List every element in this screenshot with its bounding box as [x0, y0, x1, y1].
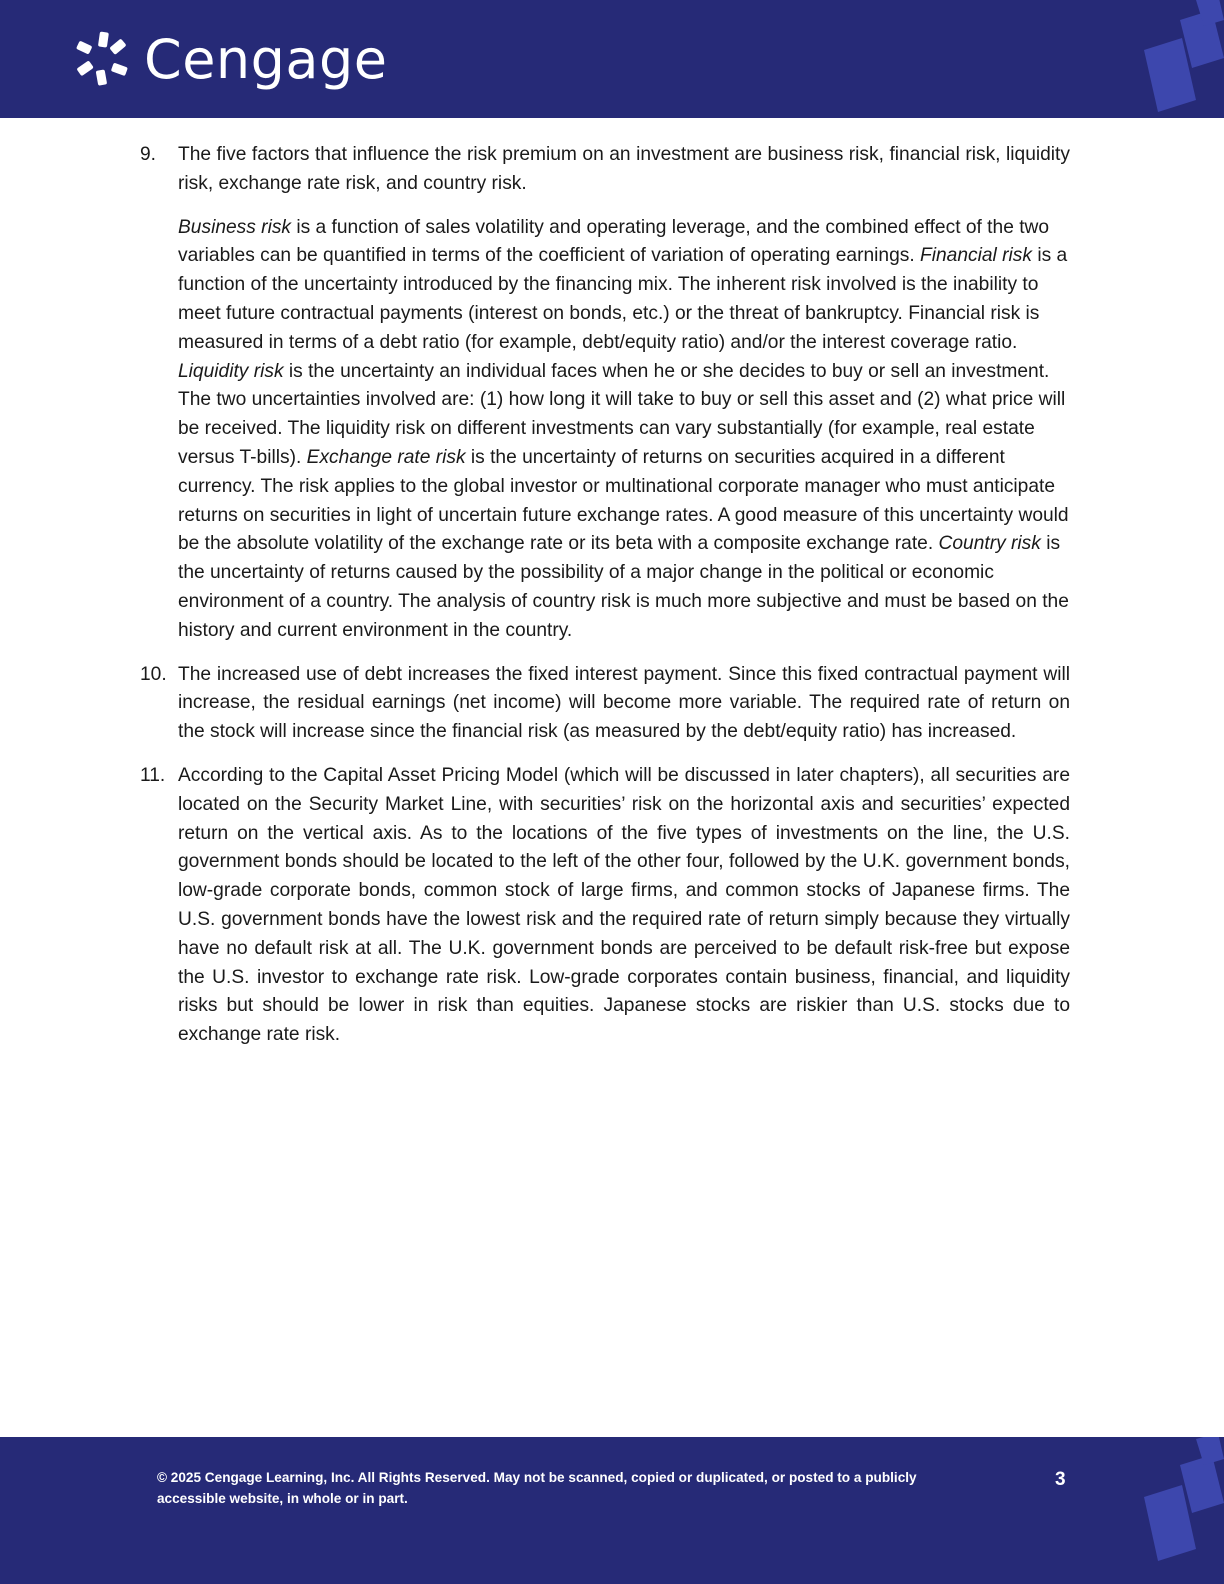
item-intro: The five factors that influence the risk premium on an investment are business risk, financial risk, liquidity risk, exchange rate risk, and country risk. — [178, 144, 1070, 194]
item-number: 11. — [140, 764, 166, 786]
item-number: 10. — [140, 663, 167, 685]
text-segment: is the uncertainty of returns caused by the possibility of a major change in the political or economic environment of a country. The analysis of country risk is much more subjective and must be based on the history and current environment in the country. — [178, 533, 1069, 641]
list-item — [140, 661, 1070, 747]
risk-definitions — [178, 214, 1070, 646]
item-number: 9. — [140, 144, 157, 165]
term-country-risk: Country risk — [938, 533, 1041, 555]
text-segment: is a function of the uncertainty introduced by the financing mix. The inherent risk involved is the inability to meet future contractual payments (interest on bonds, etc.) or the threat of bankruptcy. Financial risk is measured in terms of a debt ratio (for example, debt/equity ratio) and/or the interest coverage ratio. — [178, 245, 1068, 353]
list-item — [140, 762, 1070, 1050]
page-header — [0, 0, 1224, 118]
text-segment: is the uncertainty an individual faces when he or she decides to buy or sell an investment. The two uncertainties involved are: (1) how long it will take to buy or sell this asset and (2) what price will be received. The liquidity risk on different investments can vary substantially (for example, real estate versus T-bills). — [178, 360, 1066, 468]
brand-name: Cengage — [144, 28, 388, 91]
term-business-risk: Business risk — [178, 216, 292, 238]
text-segment: is the uncertainty of returns on securities acquired in a different currency. The risk applies to the global investor or multinational corporate manager who must anticipate returns on securities in light of uncertain future exchange rates. A good measure of this uncertainty would be the absolute volatility of the exchange rate or its beta with a composite exchange rate. — [178, 446, 1069, 555]
cengage-burst-icon — [72, 29, 134, 91]
page-number: 3 — [1055, 1469, 1066, 1490]
tile-pattern-icon — [1134, 0, 1224, 118]
item-text: The increased use of debt increases the fixed interest payment. Since this fixed contractual payment will increase, the residual earnings (net income) will become more variable. The required rate of return on the stock will increase since the financial risk (as measured by the debt/equity ratio) has increased. — [178, 663, 1070, 743]
term-financial-risk: Financial risk — [920, 245, 1032, 267]
term-liquidity-risk: Liquidity risk — [178, 360, 284, 382]
copyright-notice: © 2025 Cengage Learning, Inc. All Rights Reserved. May not be scanned, copied or duplicated, or posted to a publicly accessible website, in whole or in part. — [157, 1470, 917, 1506]
tile-pattern-icon — [1134, 1437, 1224, 1584]
document-body — [140, 141, 1070, 1065]
term-exchange-rate-risk: Exchange rate risk — [306, 446, 466, 468]
list-item — [140, 141, 1070, 646]
brand-logo — [72, 28, 388, 92]
page-footer — [0, 1437, 1224, 1584]
item-text: According to the Capital Asset Pricing Model (which will be discussed in later chapters), all securities are located on the Security Market Line, with securities’ risk on the horizontal axis and securities’ expected return on the vertical axis. As to the locations of the five types of investments on the line, the U.S. government bonds should be located to the left of the other four, followed by the U.K. government bonds, low-grade corporate bonds, common stock of large firms, and common stocks of Japanese firms. The U.S. government bonds have the lowest risk and the required rate of return simply because they virtually have no default risk at all. The U.K. government bonds are perceived to be default risk-free but expose the U.S. investor to exchange rate risk. Low-grade corporates contain business, financial, and liquidity risks but should be lower in risk than equities. Japanese stocks are riskier than U.S. stocks due to exchange rate risk. — [178, 764, 1070, 1046]
text-segment: is a function of sales volatility and operating leverage, and the combined effect of the two variables can be quantified in terms of the coefficient of variation of operating earnings. — [178, 216, 1050, 267]
